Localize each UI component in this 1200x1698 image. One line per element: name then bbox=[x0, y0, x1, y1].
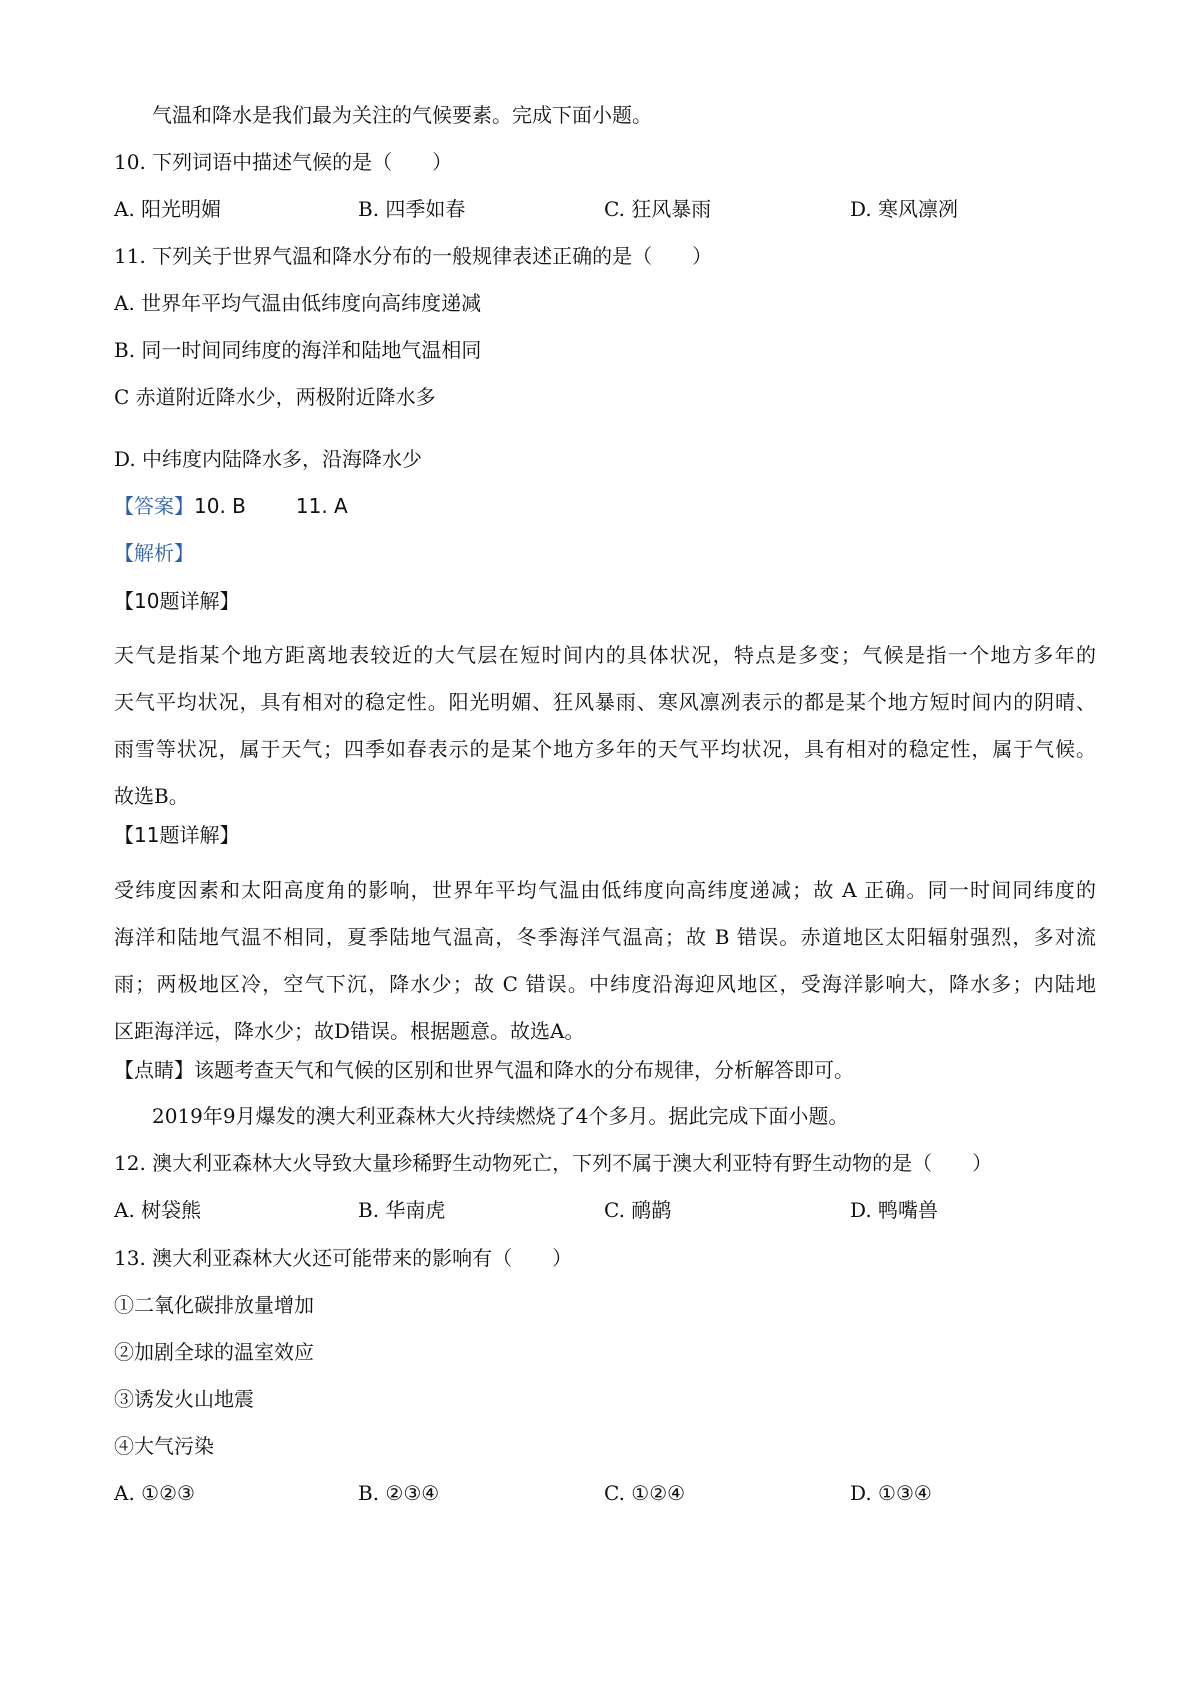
q11-option-c: C 赤道附近降水少，两极附近降水多 bbox=[114, 385, 436, 409]
q13-item-1: ①二氧化碳排放量增加 bbox=[114, 1293, 314, 1317]
q12-option-b: B. 华南虎 bbox=[358, 1198, 446, 1222]
q13-option-d: D. ①③④ bbox=[850, 1481, 932, 1505]
question-10: 10. 下列词语中描述气候的是（ ） bbox=[114, 150, 453, 174]
q13-option-c: C. ①②④ bbox=[604, 1481, 686, 1505]
q12-option-d: D. 鸭嘴兽 bbox=[850, 1198, 939, 1222]
comment-line: 【点睛】该题考查天气和气候的区别和世界气温和降水的分布规律，分析解答即可。 bbox=[114, 1058, 854, 1082]
answer-line bbox=[114, 491, 348, 521]
question-12: 12. 澳大利亚森林大火导致大量珍稀野生动物死亡，下列不属于澳大利亚特有野生动物的是（ ） bbox=[114, 1151, 993, 1175]
q10-option-c: C. 狂风暴雨 bbox=[604, 197, 712, 221]
q13-item-2: ②加剧全球的温室效应 bbox=[114, 1340, 314, 1364]
intro-2: 2019年9月爆发的澳大利亚森林大火持续燃烧了4个多月。据此完成下面小题。 bbox=[152, 1104, 849, 1128]
intro-1: 气温和降水是我们最为关注的气候要素。完成下面小题。 bbox=[152, 103, 652, 127]
q11-option-d: D. 中纬度内陆降水多，沿海降水少 bbox=[114, 447, 423, 471]
analysis-label: 【解析】 bbox=[114, 541, 194, 565]
q11-option-b: B. 同一时间同纬度的海洋和陆地气温相同 bbox=[114, 338, 482, 362]
q13-option-b: B. ②③④ bbox=[358, 1481, 440, 1505]
q10-option-b: B. 四季如春 bbox=[358, 197, 466, 221]
answer-label: 【答案】 bbox=[114, 494, 194, 518]
q10-option-a: A. 阳光明媚 bbox=[114, 197, 222, 221]
detail-10-text: 天气是指某个地方距离地表较近的大气层在短时间内的具体状况，特点是多变；气候是指一个地方多年的 天气平均状况，具有相对的稳定性。阳光明媚、狂风暴雨、寒风凛冽表示的都是某个地方短时间内的阴晴、 雨雪等状况，属于天气；四季如春表示的是某个地方多年的天气平均状况，具有相对的稳定性，属于气候。 故选B。 bbox=[114, 643, 1096, 808]
q12-option-a: A. 树袋熊 bbox=[114, 1198, 202, 1222]
answer-11: 11. A bbox=[295, 494, 348, 518]
q12-option-c: C. 鸸鹋 bbox=[604, 1198, 672, 1222]
question-13: 13. 澳大利亚森林大火还可能带来的影响有（ ） bbox=[114, 1246, 573, 1270]
detail-10-heading: 【10题详解】 bbox=[114, 589, 240, 613]
q11-option-a: A. 世界年平均气温由低纬度向高纬度递减 bbox=[114, 291, 482, 315]
detail-11-heading: 【11题详解】 bbox=[114, 823, 240, 847]
detail-11-text: 受纬度因素和太阳高度角的影响，世界年平均气温由低纬度向高纬度递减；故 A 正确。同一时间同纬度的 海洋和陆地气温不相同，夏季陆地气温高，冬季海洋气温高；故 B 错误。赤道地区太阳辐射强烈，多对流 雨；两极地区冷，空气下沉，降水少；故 C 错误。中纬度沿海迎风地区，受海洋影响大，降水多；内陆地 区距海洋远，降水少；故D错误。根据题意。故选A。 bbox=[114, 878, 1096, 1043]
q13-item-3: ③诱发火山地震 bbox=[114, 1387, 254, 1411]
answer-10: 10. B bbox=[194, 494, 246, 518]
q13-option-a: A. ①②③ bbox=[114, 1481, 195, 1505]
q13-item-4: ④大气污染 bbox=[114, 1434, 214, 1458]
question-11: 11. 下列关于世界气温和降水分布的一般规律表述正确的是（ ） bbox=[114, 244, 713, 268]
q10-option-d: D. 寒风凛冽 bbox=[850, 197, 959, 221]
